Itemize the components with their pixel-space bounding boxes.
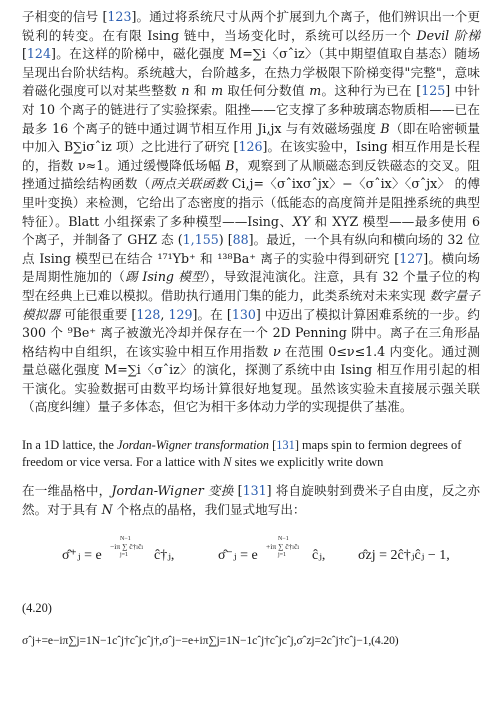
italic-text: 两点关联函数 — [150, 176, 228, 192]
text-run: 。这种行为已在 [ — [321, 83, 422, 99]
citation-link[interactable]: 123 — [107, 9, 132, 24]
citation-link[interactable]: 126 — [238, 139, 263, 155]
text-run: [ — [22, 46, 27, 62]
italic-text: m — [309, 83, 322, 99]
equation-plain-text: σˆj+=e−iπ∑j=1N−1cˆj†cˆjcˆj†,σˆj−=e+iπ∑j=1N−1cˆj†cˆjcˆj,σˆzj=2cˆj†cˆj−1,(4.20) — [22, 634, 399, 648]
text-run: 个格点的晶格，我们显式地写出： — [112, 501, 306, 517]
italic-text: n — [181, 83, 190, 99]
citation-link[interactable]: 131 — [276, 438, 295, 453]
document-page — [22, 8, 480, 647]
eq2-rhs: ĉⱼ, — [312, 548, 326, 564]
text-run: , — [160, 306, 169, 322]
equation-block — [22, 529, 480, 579]
italic-text: Jordan-Wigner 变换 — [111, 483, 234, 499]
italic-text: 踢 Ising 模型 — [125, 269, 205, 285]
text-run: 在一维晶格中， — [22, 483, 112, 499]
text-run: ]。通过将系统尺寸从两个扩展到九个离子，他们辨识出一个更锐利的转变。在有限 Ising 链中，当场变化时，系统可以经历一个 — [22, 9, 480, 43]
italic-text: m — [211, 83, 224, 99]
italic-text: Jordan-Wigner transformation — [116, 438, 269, 453]
citation-link[interactable]: 124 — [26, 46, 51, 62]
text-run: （即在哈密顿量中加入 B∑iσˆiz 项）之比进行了研究 [ — [22, 120, 481, 155]
text-run: [ — [268, 438, 277, 453]
eq2-exponent: +iπ ∑ ĉ†ₗĉₗ — [266, 542, 300, 552]
paragraph-zh-1 — [22, 8, 480, 417]
italic-text: Devil 阶梯 — [416, 27, 480, 43]
text-run: sites we explicitly write down — [231, 454, 384, 469]
text-run: 取任何分数值 — [223, 83, 310, 99]
italic-text: B — [380, 120, 390, 136]
text-run: ]。在 [ — [192, 306, 232, 322]
eq1-exponent: −iπ ∑ ĉ†ₗĉₗ — [110, 542, 144, 552]
equation-number: (4.20) — [22, 601, 52, 616]
text-run: ]。在该实验中，Ising 相互作用是长程的，指数 ν≈1。通过缓慢降低场幅 — [22, 139, 480, 173]
paragraph-en — [22, 437, 480, 470]
paragraph-zh-2 — [22, 482, 480, 519]
text-run: ] 中迈出了模拟计算困难系统的一步。约 300 个 ⁹Be⁺ 离子被激光冷却并保存在一个 2D Penning 阱中。离子在三角形晶格结构中自组织，在该实验中相互作用指数 — [22, 306, 480, 359]
eq1-sum-bottom: j=1 — [120, 552, 129, 559]
citation-link[interactable]: 130 — [231, 306, 256, 322]
citation-link[interactable]: 88 — [232, 232, 249, 248]
text-run: [ — [233, 483, 243, 499]
italic-text: XY — [292, 213, 310, 229]
eq2-sum-bottom: j=1 — [278, 552, 287, 559]
eq2-sum-top: N−1 — [278, 536, 289, 543]
text-run: ] 将自旋映射到费米子自由度，反之亦然。对于具有 — [22, 483, 481, 517]
text-run: 可能很重要 [ — [59, 306, 137, 322]
text-run: ] maps spin to fermion degrees of freedom or vice versa. For a lattice with — [22, 438, 462, 469]
text-run: ] 中针对 10 个离子的链进行了实验探索。阻挫——它支撑了多种玻璃态物质相——已在最多 16 个离子的链中通过调节相互作用 Ji,jx 与有效磁场强度 — [22, 83, 480, 136]
italic-text: ν — [272, 343, 281, 359]
text-run: In a 1D lattice, the — [22, 438, 117, 453]
citation-link[interactable]: 1,155 — [182, 232, 219, 248]
citation-link[interactable]: 131 — [242, 483, 267, 499]
eq2-lhs: σ̂⁻ⱼ = e — [218, 548, 258, 564]
italic-text: N — [101, 501, 113, 517]
text-run: ) [ — [218, 232, 233, 248]
italic-text: N — [223, 454, 232, 469]
text-run: Ci,j=〈σˆixσˆjx〉−〈σˆix〉〈σˆjx〉 的傅里叶变换）来检测，它给出了态密度的指示（低能态的高度简并是阻挫系统的典型特征）。Blatt 小组探索了多种模型——Ising、 — [22, 176, 481, 229]
text-run: ，观察到了从顺磁态到反铁磁态的交叉。阻挫通过描绘结构函数（ — [22, 157, 480, 192]
text-run: ]。在这样的阶梯中，磁化强度 M=∑i〈σˆiz〉（其中期望值取自基态）随场呈现出台阶状结构。系统越大，台阶越多，在热力学极限下阶梯变得"完整"，意味着磁化强度可以对某些整数 — [22, 46, 480, 99]
citation-link[interactable]: 129 — [168, 306, 193, 322]
citation-link[interactable]: 125 — [421, 83, 446, 99]
eq1-rhs: ĉ†ⱼ, — [154, 548, 175, 564]
eq1-sum-top: N−1 — [120, 536, 131, 543]
text-run: ），导致混沌演化。注意，具有 32 个量子位的构型在经典上已难以模拟。借助执行通用门集的能力，此类系统对未来实现 — [22, 269, 481, 303]
text-run: ]。横向场是周期性施加的（ — [22, 250, 480, 285]
equation-svg — [22, 529, 480, 579]
eq1-lhs: σ̂⁺ⱼ = e — [62, 548, 102, 564]
italic-text: B — [225, 157, 235, 173]
text-run: 子相变的信号 [ — [22, 9, 108, 24]
text-run: ]。最近，一个具有纵向和横向场的 32 位点 Ising 模型已在结合 ¹⁷¹Yb⁺ 和 ¹³⁸Ba⁺ 离子的实验中得到研究 [ — [22, 232, 480, 266]
italic-text: 数字量子模拟器 — [22, 287, 480, 322]
citation-link[interactable]: 128 — [136, 306, 161, 322]
text-run: 和 — [189, 83, 212, 99]
text-run: 和 XYZ 模型——最多使用 6 个离子，并制备了 GHZ 态 ( — [22, 213, 480, 248]
text-run: 在范围 0≤ν≤1.4 内变化。通过测量总磁化强度 M=∑i〈σˆiz〉的演化，探测了系统中由 Ising 相互作用引起的相干演化。实验数据可由数平均场计算很好地复现。虽然该实验未直接展示强关联（高度纠缠）量子多体态，但它为相干多体动力学的实现提供了基准。 — [22, 343, 481, 415]
eq3: σ̂zj = 2ĉ†ⱼĉⱼ − 1, — [358, 548, 450, 564]
citation-link[interactable]: 127 — [399, 250, 424, 266]
